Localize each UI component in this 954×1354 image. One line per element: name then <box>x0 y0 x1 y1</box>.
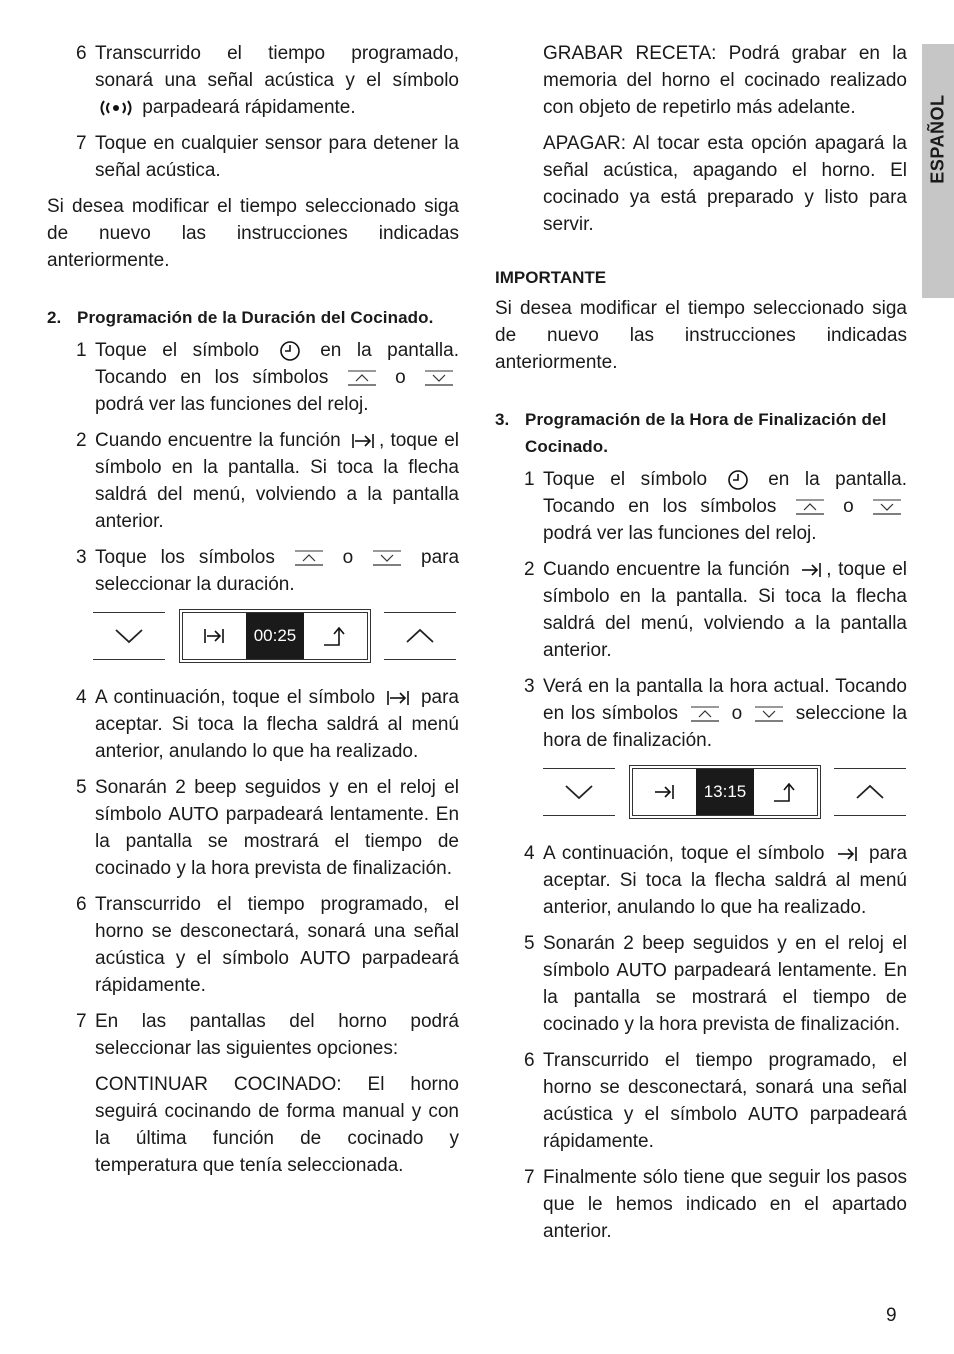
list-item <box>47 130 459 184</box>
list-item <box>495 466 907 547</box>
item-text: para aceptar. Si toca la flecha saldrá al menú anterior, anulando lo que ha realizado. <box>95 687 459 762</box>
item-text: A continuación, toque el símbolo <box>95 687 376 708</box>
item-number: 1 <box>76 340 87 361</box>
arrow-up-icon <box>348 370 376 386</box>
item-number: 2 <box>524 559 535 580</box>
oven-display-end-time <box>541 768 907 818</box>
list-item <box>495 930 907 1038</box>
language-tab-label: ESPAÑOL <box>927 94 948 184</box>
item-text: en la pantalla. Tocando en los símbolos <box>95 340 460 388</box>
option-save: GRABAR RECETA: Podrá grabar en la memoria del horno el cocinado realizado con objeto de repetirlo más adelante. <box>543 43 907 118</box>
option-off: APAGAR: Al tocar esta opción apagará la señal acústica, apagando el horno. El cocinado ya está preparado y listo para servir. <box>543 133 907 235</box>
item-number: 4 <box>524 843 535 864</box>
sound-signal-icon <box>99 99 133 117</box>
end-time-icon <box>653 783 675 801</box>
list-item <box>47 1008 459 1062</box>
up-button[interactable] <box>834 768 906 816</box>
section-title: Programación de la Hora de Finalización del Cocinado. <box>525 410 887 456</box>
auto-symbol: AUTO <box>616 960 667 981</box>
item-text: podrá ver las funciones del reloj. <box>543 523 817 544</box>
item-text: en la pantalla. Tocando en los símbolos <box>543 469 908 517</box>
list-item <box>495 840 907 921</box>
list-item <box>47 684 459 765</box>
end-time-icon <box>800 561 822 579</box>
item-text: parpadeará rápidamente. <box>95 948 459 996</box>
arrow-up-icon <box>796 499 824 515</box>
arrow-up-icon <box>295 550 323 566</box>
item-text: o <box>843 496 854 517</box>
end-time-function-cell[interactable] <box>633 769 695 815</box>
display-box <box>632 768 818 816</box>
chevron-down-icon <box>564 783 594 801</box>
item-text: o <box>342 547 354 568</box>
section-number: 2. <box>47 308 62 327</box>
chevron-up-icon <box>855 783 885 801</box>
item-text: Sonarán 2 beep seguidos y en el reloj el símbolo <box>543 933 907 981</box>
back-arrow-icon <box>773 781 799 803</box>
back-arrow-icon <box>323 625 349 647</box>
arrow-down-icon <box>873 499 901 515</box>
item-number: 1 <box>524 469 535 490</box>
section-heading <box>495 406 907 460</box>
item-text: Transcurrido el tiempo programado, sonará una señal acústica y el símbolo <box>95 43 459 91</box>
item-number: 6 <box>76 43 87 64</box>
item-text: Verá en la pantalla la hora actual. Tocando en los símbolos <box>543 676 907 724</box>
language-tab <box>922 44 954 298</box>
item-text: , toque el símbolo en la pantalla. Si toca la flecha saldrá del menú, volviendo a la pantalla anterior. <box>543 559 907 661</box>
duration-icon <box>203 627 225 645</box>
list-item <box>495 556 907 664</box>
item-text: Cuando encuentre la función <box>543 559 790 580</box>
back-cell[interactable] <box>305 613 367 659</box>
item-number: 6 <box>76 894 87 915</box>
time-readout: 00:25 <box>246 613 304 659</box>
item-text: Toque el símbolo <box>95 340 260 361</box>
left-column <box>47 40 459 1188</box>
item-text: seleccione la hora de finalización. <box>543 703 908 751</box>
item-number: 7 <box>524 1167 535 1188</box>
item-text: parpadeará lentamente. En la pantalla se mostrará el tiempo de cocinado y la hora prevista de finalización. <box>543 960 908 1035</box>
item-text: Transcurrido el tiempo programado, el horno se desconectará, sonará una señal acústica y el símbolo <box>543 1050 907 1125</box>
list-item <box>47 544 459 598</box>
item-number: 2 <box>76 430 87 451</box>
item-number: 5 <box>524 933 535 954</box>
auto-symbol: AUTO <box>748 1104 799 1125</box>
item-text: Toque en cualquier sensor para detener la señal acústica. <box>95 133 459 181</box>
item-text: parpadeará lentamente. En la pantalla se mostrará el tiempo de cocinado y la hora prevista de finalización. <box>95 804 460 879</box>
page-number: 9 <box>886 1305 897 1326</box>
display-box <box>182 612 368 660</box>
section-number: 3. <box>495 410 510 429</box>
right-column <box>495 40 907 1254</box>
paragraph: Si desea modificar el tiempo seleccionado siga de nuevo las instrucciones indicadas anteriormente. <box>495 298 907 373</box>
paragraph: Si desea modificar el tiempo seleccionado siga de nuevo las instrucciones indicadas anteriormente. <box>47 196 459 271</box>
arrow-down-icon <box>425 370 453 386</box>
item-number: 3 <box>524 676 535 697</box>
list-item <box>495 1164 907 1245</box>
end-time-icon <box>836 845 858 863</box>
item-number: 5 <box>76 777 87 798</box>
duration-icon <box>351 432 375 450</box>
arrow-down-icon <box>373 550 401 566</box>
item-text: Sonarán 2 beep seguidos y en el reloj el símbolo <box>95 777 459 825</box>
back-cell[interactable] <box>755 769 817 815</box>
item-text: Cuando encuentre la función <box>95 430 341 451</box>
duration-function-cell[interactable] <box>183 613 245 659</box>
item-number: 7 <box>76 133 87 154</box>
chevron-down-icon <box>114 627 144 645</box>
list-item <box>495 1047 907 1155</box>
important-heading: IMPORTANTE <box>495 268 607 287</box>
item-text: para seleccionar la duración. <box>95 547 460 595</box>
list-item <box>47 337 459 418</box>
list-item <box>47 774 459 882</box>
item-text: parpadeará rápidamente. <box>543 1104 907 1152</box>
item-text: Toque el símbolo <box>543 469 708 490</box>
auto-symbol: AUTO <box>168 804 219 825</box>
item-text: o <box>395 367 406 388</box>
item-number: 6 <box>524 1050 535 1071</box>
item-number: 4 <box>76 687 87 708</box>
item-text: Toque los símbolos <box>95 547 275 568</box>
list-item <box>495 673 907 754</box>
down-button[interactable] <box>543 768 615 816</box>
item-text: A continuación, toque el símbolo <box>543 843 825 864</box>
oven-display-duration <box>93 612 459 662</box>
duration-icon <box>386 689 410 707</box>
item-number: 3 <box>76 547 87 568</box>
section-title: Programación de la Duración del Cocinado. <box>77 308 434 327</box>
clock-icon <box>727 469 749 491</box>
item-number: 7 <box>76 1011 87 1032</box>
time-readout: 13:15 <box>696 769 754 815</box>
list-item <box>47 40 459 121</box>
up-button[interactable] <box>384 612 456 660</box>
arrow-down-icon <box>755 706 783 722</box>
item-text: parpadeará rápidamente. <box>142 97 356 118</box>
item-text: Transcurrido el tiempo programado, el horno se desconectará, sonará una señal acústica y el símbolo <box>95 894 459 969</box>
chevron-up-icon <box>405 627 435 645</box>
item-text: para aceptar. Si toca la flecha saldrá al menú anterior, anulando lo que ha realizado. <box>543 843 908 918</box>
item-text: En las pantallas del horno podrá seleccionar las siguientes opciones: <box>95 1011 459 1059</box>
list-item <box>47 891 459 999</box>
item-text: podrá ver las funciones del reloj. <box>95 394 369 415</box>
item-text: , toque el símbolo en la pantalla. Si toca la flecha saldrá del menú, volviendo a la pantalla anterior. <box>95 430 459 532</box>
down-button[interactable] <box>93 612 165 660</box>
item-text: Finalmente sólo tiene que seguir los pasos que le hemos indicado en el apartado anterior. <box>543 1167 907 1242</box>
option-continue: CONTINUAR COCINADO: El horno seguirá cocinando de forma manual y con la última función de cocinado y temperatura que tenía seleccionada. <box>95 1074 459 1176</box>
item-text: o <box>731 703 743 724</box>
list-item <box>47 427 459 535</box>
arrow-up-icon <box>691 706 719 722</box>
clock-icon <box>279 340 301 362</box>
auto-symbol: AUTO <box>300 948 351 969</box>
section-heading <box>47 304 459 331</box>
